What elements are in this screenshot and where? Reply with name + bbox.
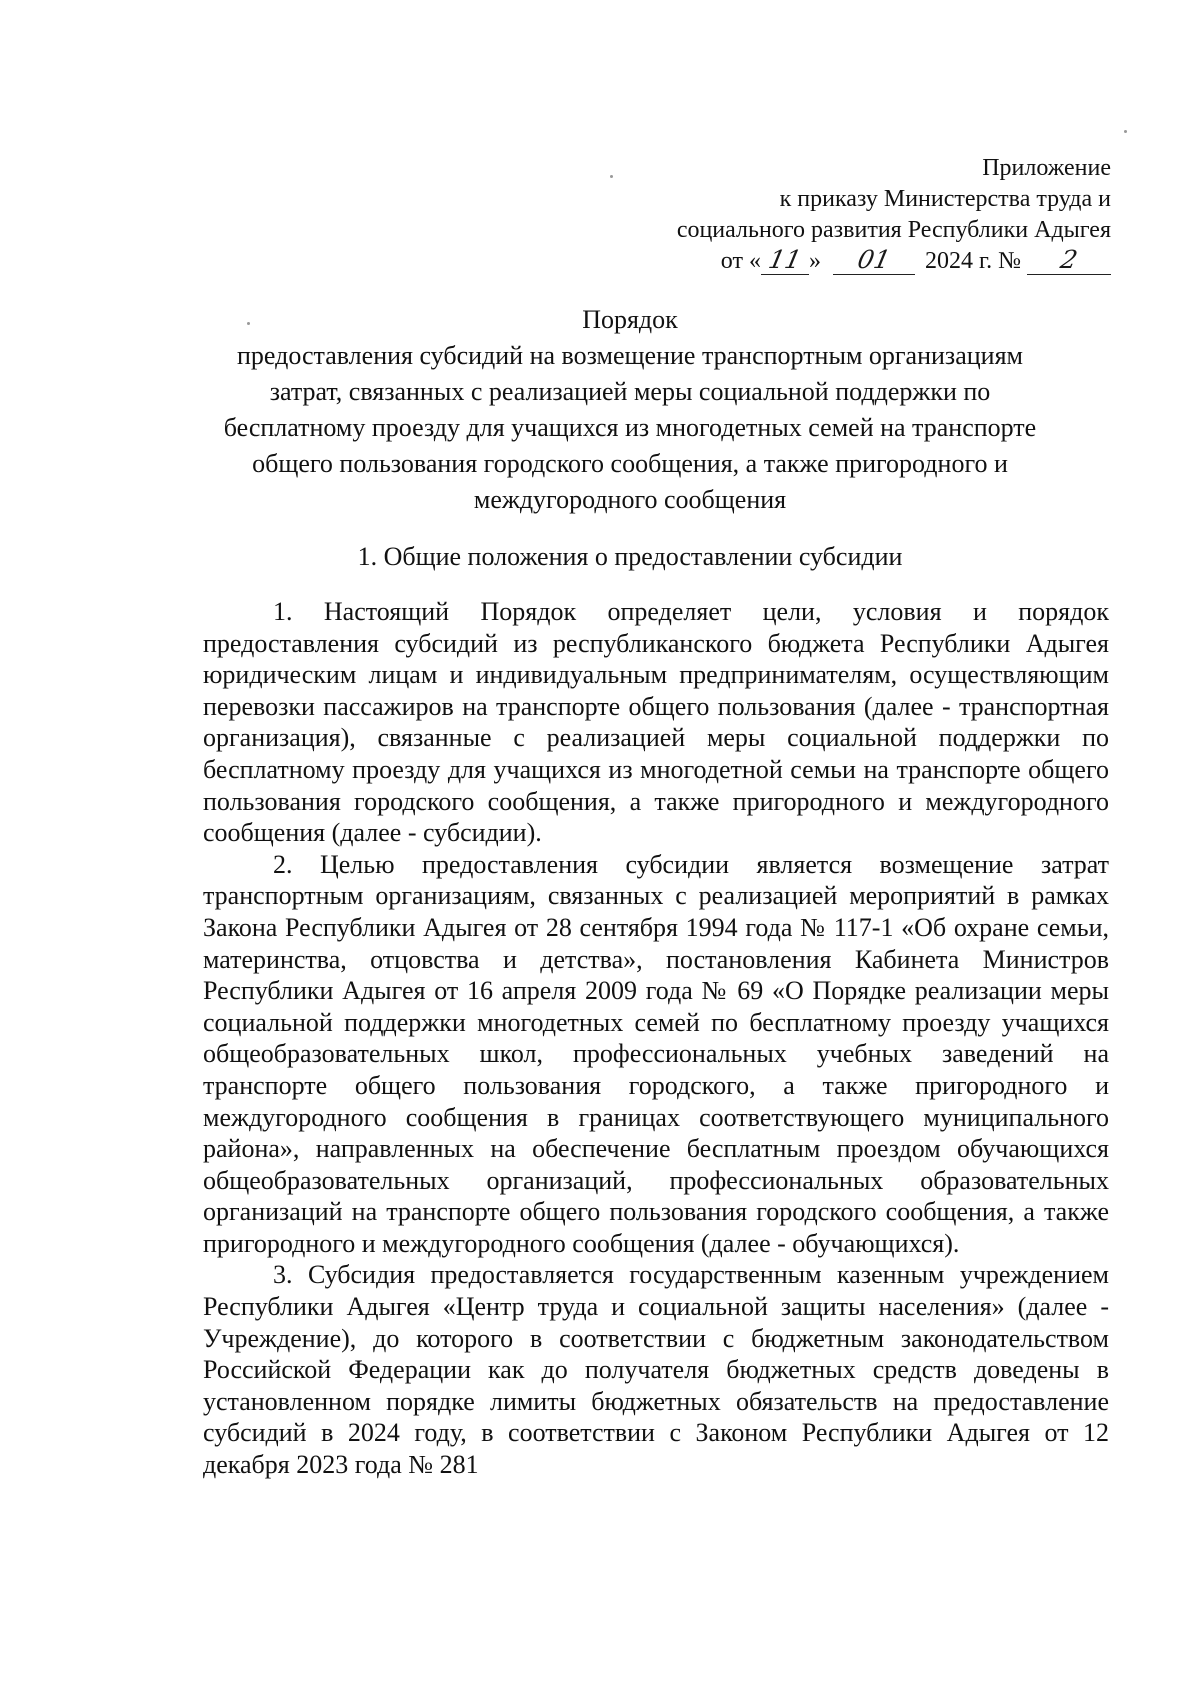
date-month-handwritten: 01	[855, 245, 894, 274]
section-heading: 1. Общие положения о предоставлении субсидии	[357, 542, 903, 571]
title-line: общего пользования городского сообщения, а также пригородного и	[252, 449, 1008, 478]
order-number-field	[1027, 247, 1111, 275]
paragraph-1: 1. Настоящий Порядок определяет цели, условия и порядок предоставления субсидий из республиканского бюджета Республики Адыгея юридическим лицам и индивидуальным предпринимателям, осуществляющим перевозки пассажиров на транспорте общего пользования (далее - транспортная организация), связанные с реализацией меры социальной поддержки по бесплатному проезду для учащихся из многодетной семьи на транспорте общего пользования городского сообщения, а также пригородного и междугородного сообщения (далее - субсидии).	[203, 597, 1109, 848]
scan-speck	[1124, 130, 1127, 133]
scan-speck	[610, 175, 613, 178]
title-line: междугородного сообщения	[473, 485, 787, 514]
scan-speck	[247, 322, 250, 325]
title-line: предоставления субсидий на возмещение транспортным организациям	[237, 341, 1023, 370]
appendix-header	[591, 153, 1111, 277]
appendix-title: Приложение	[982, 155, 1111, 181]
date-month-field	[833, 247, 915, 275]
title-line: бесплатному проезду для учащихся из многодетных семей на транспорте	[223, 413, 1037, 442]
date-prefix: от «	[720, 248, 761, 274]
title-main: Порядок	[582, 305, 678, 334]
paragraph-2: 2. Целью предоставления субсидии является возмещение затрат транспортным организациям, связанных с реализацией мероприятий в рамках Закона Республики Адыгея от 28 сентября 1994 года № 117-1 «Об охране семьи, материнства, отцовства и детства», постановления Кабинета Министров Республики Адыгея от 16 апреля 2009 года № 69 «О Порядке реализации меры социальной поддержки многодетных семей по бесплатному проезду учащихся общеобразовательных школ, профессиональных учебных заведений на транспорте общего пользования городского, а также пригородного и междугородного сообщения в границах соответствующего муниципального района», направленных на обеспечение бесплатным проездом обучающихся общеобразовательных организаций, профессиональных образовательных организаций на транспорте общего пользования городского сообщения, а также пригородного и междугородного сообщения (далее - обучающихся).	[203, 849, 1109, 1258]
document-body	[203, 596, 1109, 1481]
appendix-ministry: социального развития Республики Адыгея	[676, 217, 1111, 243]
date-day-handwritten: 11	[766, 245, 805, 274]
appendix-order-ref: к приказу Министерства труда и	[779, 186, 1111, 212]
title-line: затрат, связанных с реализацией меры социальной поддержки по	[269, 377, 991, 406]
date-year: 2024 г. №	[924, 248, 1021, 274]
appendix-date-line	[591, 246, 1111, 277]
date-mid: »	[808, 248, 821, 274]
document-title	[200, 302, 1060, 518]
paragraph-3: 3. Субсидия предоставляется государственным казенным учреждением Республики Адыгея «Центр труда и социальной защиты населения» (далее - Учреждение), до которого в соответствии с бюджетным законодательством Российской Федерации как до получателя бюджетных средств доведены в установленном порядке лимиты бюджетных обязательств на предоставление субсидий в 2024 году, в соответствии с Законом Республики Адыгея от 12 декабря 2023 года № 281	[203, 1260, 1109, 1480]
date-day-field	[761, 247, 809, 275]
order-number-handwritten: 2	[1058, 245, 1081, 274]
